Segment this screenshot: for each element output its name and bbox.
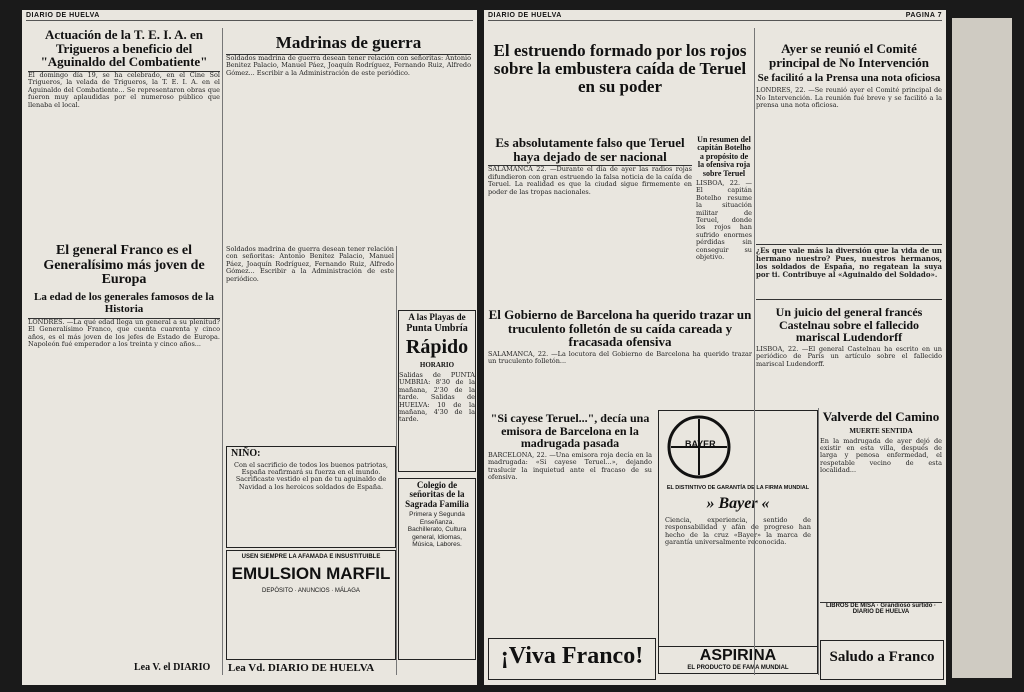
ad-punta-umbria-sub: HORARIO	[419, 360, 455, 369]
aspirina-sub: EL PRODUCTO DE FAMA MUNDIAL	[687, 665, 789, 671]
banner-viva-franco	[488, 638, 656, 680]
column-rule	[818, 408, 819, 675]
scanner-margin-strip	[952, 18, 1012, 678]
ad-colegio-title: Colegio de señoritas de la Sagrada Familia	[405, 480, 469, 509]
column-rule	[396, 246, 397, 675]
right-page	[484, 10, 946, 685]
bayer-tagline: EL DISTINTIVO DE GARANTÍA DE LA FIRMA MUNDIAL	[666, 485, 810, 491]
article-franco-subhead: La edad de los generales famosos de la Historia	[34, 291, 214, 316]
notice-aguinaldo-text: ¿Es que vale más la diversión que la vida de un hermano nuestro? Pues, nuestros hermanos, los soldados de España, no regatean la suya por ti. Contribuye al «Aguinaldo del Soldado».	[756, 246, 942, 279]
article-franco-body: LONDRES. —La qué edad llega un general a su plenitud? El Generalísimo Franco, que cuenta cuarenta y cinco años, es el más joven de los jefes de Estado de Europa. Napoleón fué emperador a los treinta y cinco años...	[28, 318, 220, 349]
article-no-intervencion	[756, 40, 942, 240]
ad-emulsion-brand: EMULSION MARFIL	[231, 564, 391, 583]
column-rule	[754, 28, 755, 675]
ad-punta-umbria-body: Salidas de PUNTA UMBRIA: 8'30 de la mañana, 2'30 de la tarde. Salidas de HUELVA: 10 de la mañana, 4'30 de la tarde.	[399, 370, 475, 424]
box-nino	[226, 446, 396, 548]
notice-aguinaldo	[756, 244, 942, 300]
ad-emulsion-small: DEPÓSITO · ANUNCIOS · MÁLAGA	[262, 588, 360, 594]
article-teruel-headline: El estruendo formado por los rojos sobre la embustera caída de Teruel en su poder	[493, 41, 747, 96]
article-teruel-text: SALAMANCA 22. —Durante el día de ayer las radios rojas difundieron con gran estruendo la falsa noticia de la caída de Teruel. La realidad es que la ciudad sigue firmemente en poder de las tropas nacionales.	[488, 165, 692, 196]
ad-punta-umbria-title: Punta Umbría	[406, 323, 468, 335]
article-teia-headline: Actuación de la T. E. I. A. en Trigueros a beneficio del "Aguinaldo del Combatiente"	[40, 27, 208, 70]
article-castelnau-body: LISBOA, 22. —El general Castelnau ha escrito en un periódico de París un artículo sobre el fallecido mariscal Ludendorff.	[756, 344, 942, 368]
footer-lea-diario: Lea V. el DIARIO	[134, 662, 211, 673]
box-nino-body: Con el sacrificio de todos los buenos patriotas, España reafirmará su fuerza en el mundo. Sacrificaste vestido el pan de tu aguinaldo de Navidad a los heroicos soldados de España.	[233, 460, 388, 491]
ad-punta-umbria-top: A las Playas de	[408, 312, 466, 322]
article-madrinas-body: Soldados madrina de guerra desean tener relación con señoritas: Antonio Benitez Palacio, Manuel Páez, Joaquín Rodríguez, Fernando Ruiz, Alfredo Gómez... Escribir a la Administración de este periódico.	[226, 53, 471, 77]
ad-colegio-body: Primera y Segunda Enseñanza. Bachillerato, Cultura general, Idiomas, Música, Labores.	[407, 511, 467, 548]
banner-saludo-franco-text: Saludo a Franco	[829, 649, 935, 665]
article-no-intervencion-body: LONDRES, 22. —Se reunió ayer el Comité principal de No Intervención. La reunión fué breve y se facilitó a la prensa una nota oficiosa.	[756, 86, 942, 110]
article-gobierno-headline: El Gobierno de Barcelona ha querido trazar un truculento folletón de su caída careada y fracasada ofensiva	[488, 307, 752, 350]
article-castelnau-headline: Un juicio del general francés Castelnau sobre el fallecido mariscal Ludendorff	[775, 305, 923, 345]
article-valverde-subhead: MUERTE SENTIDA	[849, 426, 913, 435]
article-teia	[28, 26, 220, 238]
bayer-body: Ciencia, experiencia, sentido de responsabilidad y afán de progreso han hecho de la cruz «Bayer» la marca de garantía universalmente reconocida.	[665, 516, 811, 547]
article-madrinas-headline: Madrinas de guerra	[275, 33, 422, 52]
ad-colegio	[398, 478, 476, 660]
bayer-cross-logo	[659, 411, 817, 485]
aspirina-footer	[659, 646, 817, 673]
article-franco-headline: El general Franco es el Generalísimo más joven de Europa	[43, 243, 205, 288]
article-valverde	[820, 408, 942, 598]
bayer-name: » Bayer «	[706, 495, 770, 512]
article-no-intervencion-headline: Ayer se reunió el Comité principal de No Intervención	[769, 41, 929, 70]
article-teia-body: El domingo día 19, se ha celebrado, en el Cine Sol Trigueros, la velada de Trigueros, la T. E. I. A. en el Aguinaldo del Combatiente... Se representaron obras que fueron muy aplaudidas por el numeroso público que llenaba el local.	[28, 70, 220, 109]
article-teruel-subhead: Es absolutamente falso que Teruel haya dejado de ser nacional	[495, 135, 685, 164]
right-running-header: DIARIO DE HUELVA	[488, 12, 562, 19]
left-page	[22, 10, 477, 685]
ad-emulsion-marfil	[226, 550, 396, 660]
article-castelnau	[756, 304, 942, 404]
ad-punta-umbria	[398, 310, 476, 472]
article-botelho-headline: Un resumen del capitán Botelho a propósito de la ofensiva roja sobre Teruel	[697, 135, 751, 178]
ad-emulsion-top: USEN SIEMPRE LA AFAMADA E INSUSTITUIBLE	[241, 554, 381, 560]
ad-punta-umbria-tag: Rápido	[405, 335, 469, 358]
article-valverde-body: En la madrugada de ayer dejó de existir en esta villa, después de larga y penosa enfermedad, el respetable vecino de esta localidad...	[820, 436, 942, 475]
ad-bayer	[658, 410, 818, 674]
bayer-logo-text: BAYER	[685, 439, 716, 449]
article-teruel-body	[488, 134, 692, 302]
article-gobierno-barcelona	[488, 306, 752, 406]
box-nino-title: NIÑO:	[231, 448, 261, 459]
aspirina-brand: ASPIRINA	[699, 647, 777, 664]
article-madrinas	[226, 32, 471, 240]
article-valverde-headline: Valverde del Camino	[822, 409, 940, 424]
article-botelho	[696, 134, 752, 302]
article-si-cayese-body: BARCELONA, 22. —Una emisora roja decía en la madrugada: «Si cayese Teruel...», dejando traslucir la inquietud ante el fracaso de su ofensiva.	[488, 450, 652, 481]
article-franco-generalisimo	[28, 242, 220, 674]
article-si-cayese	[488, 410, 652, 634]
article-botelho-body: LISBOA, 22. —El capitán Botelho resume la situación militar de Teruel, donde los rojos han sufrido enormes pérdidas sin conseguir su objetivo.	[696, 178, 752, 262]
article-teruel	[488, 40, 752, 130]
footer-lea-diario-huelva: Lea Vd. DIARIO DE HUELVA	[228, 662, 375, 674]
article-si-cayese-headline: "Si cayese Teruel...", decía una emisora de Barcelona en la madrugada pasada	[490, 411, 650, 451]
column-rule	[222, 28, 223, 675]
article-gobierno-body: SALAMANCA, 22. —La locutora del Gobierno de Barcelona ha querido trazar un truculento folletón...	[488, 349, 752, 366]
right-folio	[488, 12, 942, 21]
banner-saludo-franco	[820, 640, 944, 680]
left-running-header: DIARIO DE HUELVA	[26, 12, 100, 19]
right-page-label: PAGINA 7	[905, 12, 942, 19]
ad-libros-misa: LIBROS DE MISA · Grandioso surtido · DIARIO DE HUELVA	[820, 602, 942, 637]
left-folio	[26, 12, 473, 21]
article-madrinas-body-cont: Soldados madrina de guerra desean tener relación con señoritas: Antonio Benitez Palacio, Manuel Páez, Joaquín Rodríguez, Fernando Ruiz, Alfredo Gómez... Escribir a la Administración de este periódico.	[226, 246, 394, 283]
bayer-cross-icon	[659, 411, 817, 485]
article-no-intervencion-subhead: Se facilitó a la Prensa una nota oficiosa	[757, 72, 941, 85]
text-column	[226, 246, 394, 442]
banner-viva-franco-text: ¡Viva Franco!	[500, 643, 644, 669]
